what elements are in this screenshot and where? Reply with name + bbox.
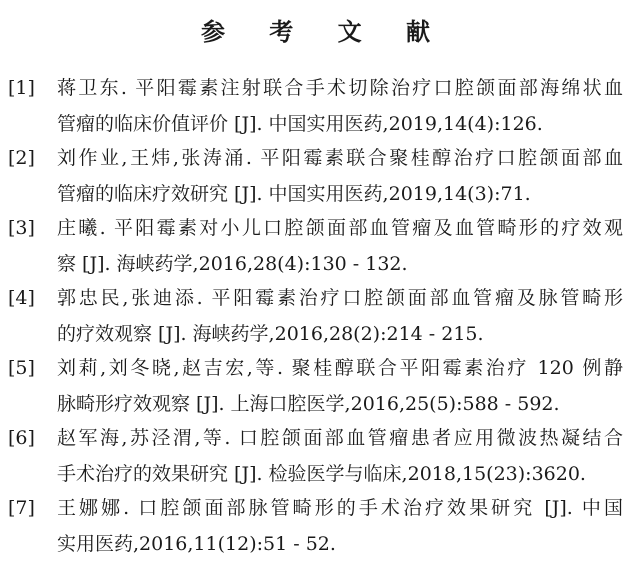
reference-text-line-2: 的疗效观察 [J]. 海峡药学,2016,28(2):214 - 215. xyxy=(57,323,484,345)
reference-text-line-2: 管瘤的临床价值评价 [J]. 中国实用医药,2019,14(4):126. xyxy=(57,113,543,135)
reference-number: [3] xyxy=(8,217,35,239)
reference-item-4 xyxy=(0,282,631,352)
reference-item-1 xyxy=(0,72,631,142)
reference-item-7 xyxy=(0,492,631,562)
reference-number: [7] xyxy=(8,497,35,519)
reference-item-6 xyxy=(0,422,631,492)
reference-text-line-1: 刘莉,刘冬晓,赵吉宏,等. 聚桂醇联合平阳霉素治疗 120 例静 xyxy=(57,357,623,379)
reference-text-line-1: 赵军海,苏泾渭,等. 口腔颌面部血管瘤患者应用微波热凝结合 xyxy=(57,427,623,449)
reference-text-line-1: 刘作业,王炜,张涛涌. 平阳霉素联合聚桂醇治疗口腔颌面部血 xyxy=(57,147,623,169)
reference-number: [4] xyxy=(8,287,35,309)
reference-text-line-2: 手术治疗的效果研究 [J]. 检验医学与临床,2018,15(23):3620. xyxy=(57,463,586,485)
reference-text-line-2: 管瘤的临床疗效研究 [J]. 中国实用医药,2019,14(3):71. xyxy=(57,183,531,205)
reference-text-line-1: 郭忠民,张迪添. 平阳霉素治疗口腔颌面部血管瘤及脉管畸形 xyxy=(57,287,623,309)
reference-item-2 xyxy=(0,142,631,212)
reference-text-line-1: 王娜娜. 口腔颌面部脉管畸形的手术治疗效果研究 [J]. 中国 xyxy=(57,497,623,519)
reference-list xyxy=(0,72,631,562)
reference-number: [1] xyxy=(8,77,35,99)
reference-text-line-2: 察 [J]. 海峡药学,2016,28(4):130 - 132. xyxy=(57,253,408,275)
reference-text-line-1: 庄曦. 平阳霉素对小儿口腔颌面部血管瘤及血管畸形的疗效观 xyxy=(57,217,623,239)
reference-item-3 xyxy=(0,212,631,282)
reference-number: [6] xyxy=(8,427,35,449)
reference-item-5 xyxy=(0,352,631,422)
reference-number: [2] xyxy=(8,147,35,169)
page-title: 参 考 文 献 xyxy=(200,18,449,46)
reference-text-line-2: 实用医药,2016,11(12):51 - 52. xyxy=(57,533,336,555)
reference-text-line-2: 脉畸形疗效观察 [J]. 上海口腔医学,2016,25(5):588 - 592. xyxy=(57,393,560,415)
reference-number: [5] xyxy=(8,357,35,379)
reference-text-line-1: 蒋卫东. 平阳霉素注射联合手术切除治疗口腔颌面部海绵状血 xyxy=(57,77,623,99)
